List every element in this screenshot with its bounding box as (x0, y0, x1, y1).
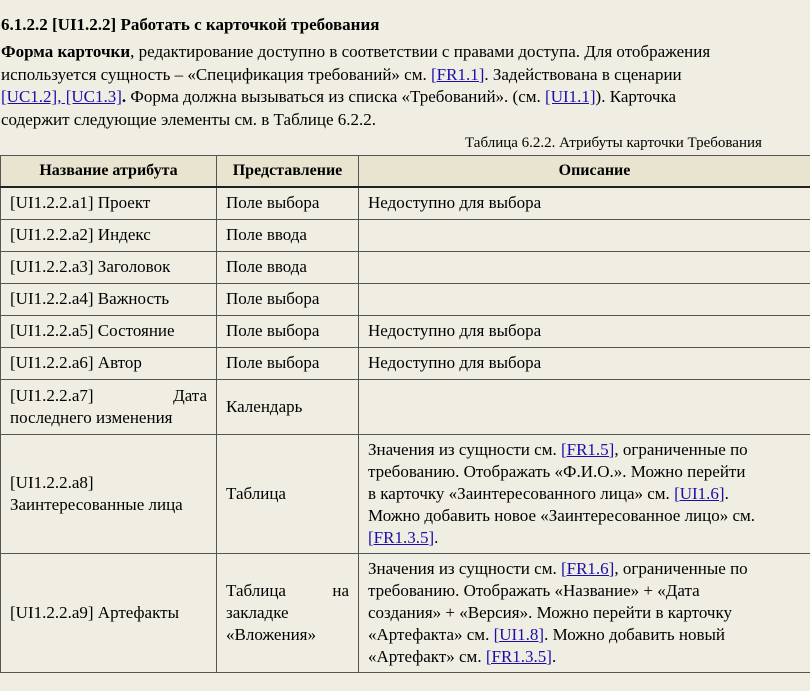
desc-text: . (724, 483, 729, 503)
attribute-description (359, 283, 810, 315)
desc-text: , ограниченные по (614, 558, 748, 578)
intro-paragraph (1, 41, 810, 131)
intro-text: содержит следующие элементы см. в Таблице 6.2.2. (1, 109, 377, 129)
attribute-view: Поле ввода (217, 219, 359, 251)
attribute-view: Календарь (217, 379, 359, 434)
attribute-name-word: Дата (173, 385, 207, 405)
desc-text: «Артефакта» см. (368, 624, 494, 644)
header-attribute-name: Название атрибута (1, 156, 217, 188)
desc-text: . (551, 646, 557, 666)
attribute-name: [UI1.2.2.a2] Индекс (1, 219, 217, 251)
attribute-description: Недоступно для выбора (359, 315, 810, 347)
view-text: закладке (226, 602, 289, 622)
attribute-description (359, 251, 810, 283)
link-fr1-3-5[interactable]: [FR1.3.5] (485, 646, 552, 666)
attribute-name: [UI1.2.2.a9] Артефакты (1, 553, 217, 672)
intro-text: Форма должна вызываться из списка «Требований». (см. (126, 87, 546, 106)
attribute-name-continued: последнего изменения (10, 407, 173, 427)
intro-bold-term: Форма карточки (1, 42, 131, 61)
intro-line-2 (1, 64, 807, 87)
header-description: Описание (359, 156, 810, 188)
attribute-name: [UI1.2.2.a4] Важность (1, 283, 217, 315)
attribute-view: Поле выбора (217, 283, 359, 315)
section-heading: 6.1.2.2 [UI1.2.2] Работать с карточкой требования (1, 15, 380, 34)
attribute-description (359, 553, 810, 672)
desc-text: Значения из сущности см. (368, 439, 561, 459)
view-text: «Вложения» (226, 624, 316, 644)
desc-text: . (434, 527, 439, 547)
attribute-view: Поле выбора (217, 347, 359, 379)
table-row (1, 347, 810, 379)
desc-text: , ограниченные по (614, 439, 748, 459)
intro-line-4 (1, 109, 807, 132)
attribute-name: [UI1.2.2.a6] Автор (1, 347, 217, 379)
link-ui1-1[interactable]: [UI1.1] (545, 87, 596, 106)
table-row (1, 251, 810, 283)
intro-line-1 (1, 41, 807, 64)
desc-text: «Артефакт» см. (368, 646, 486, 666)
desc-text: Значения из сущности см. (368, 558, 561, 578)
attribute-code: [UI1.2.2.a7] (10, 385, 94, 405)
link-fr1-1[interactable]: [FR1.1] (430, 64, 485, 84)
table-row (1, 553, 810, 672)
intro-bold-dot: . (121, 87, 127, 106)
attribute-name: [UI1.2.2.a1] Проект (1, 187, 217, 219)
attribute-description (359, 379, 810, 434)
attribute-view: Поле ввода (217, 251, 359, 283)
intro-line-3 (1, 86, 807, 109)
attribute-description: Недоступно для выбора (359, 187, 810, 219)
link-ui1-8[interactable]: [UI1.8] (493, 624, 545, 644)
attribute-description (359, 219, 810, 251)
table-header-row (1, 156, 810, 188)
table-row (1, 187, 810, 219)
attribute-description (359, 434, 810, 553)
desc-text: Можно добавить новое «Заинтересованное лицо» см. (368, 505, 756, 525)
attribute-name-text: Заинтересованные лица (10, 494, 183, 514)
attribute-view: Поле выбора (217, 187, 359, 219)
link-ui1-6[interactable]: [UI1.6] (674, 483, 725, 503)
attribute-name: [UI1.2.2.a5] Состояние (1, 315, 217, 347)
table-row (1, 283, 810, 315)
table-row (1, 315, 810, 347)
header-representation: Представление (217, 156, 359, 188)
attribute-view: Таблица (217, 434, 359, 553)
table-row (1, 219, 810, 251)
view-text: на (332, 580, 349, 600)
attributes-table (0, 155, 810, 673)
link-uc1-2-uc1-3[interactable]: [UC1.2], [UC1.3] (1, 87, 122, 106)
desc-text: в карточку «Заинтересованного лица» см. (368, 483, 675, 503)
link-fr1-5[interactable]: [FR1.5] (560, 439, 615, 459)
intro-text: используется сущность – «Спецификация требований» см. (1, 64, 431, 84)
intro-text: . Задействована в сценарии (484, 64, 682, 84)
view-text: Таблица (226, 580, 286, 600)
attribute-name (1, 434, 217, 553)
intro-text: ). Карточка (595, 87, 677, 106)
link-fr1-6[interactable]: [FR1.6] (560, 558, 615, 578)
attribute-view: Поле выбора (217, 315, 359, 347)
attribute-name: [UI1.2.2.a3] Заголовок (1, 251, 217, 283)
attribute-name (1, 379, 217, 434)
table-caption: Таблица 6.2.2. Атрибуты карточки Требования (465, 135, 762, 151)
attribute-description: Недоступно для выбора (359, 347, 810, 379)
attribute-view (217, 553, 359, 672)
intro-text: , редактирование доступно в соответствии с правами доступа. Для отображения (130, 42, 711, 61)
table-row (1, 379, 810, 434)
link-fr1-3-5[interactable]: [FR1.3.5] (368, 527, 435, 547)
desc-text: . Можно добавить новый (544, 624, 726, 644)
attribute-code: [UI1.2.2.a8] (10, 472, 94, 492)
table-row (1, 434, 810, 553)
desc-text: создания» + «Версия». Можно перейти в карточку (368, 602, 732, 622)
desc-text: требованию. Отображать «Ф.И.О.». Можно перейти (368, 461, 746, 481)
desc-text: требованию. Отображать «Название» + «Дата (368, 580, 700, 600)
